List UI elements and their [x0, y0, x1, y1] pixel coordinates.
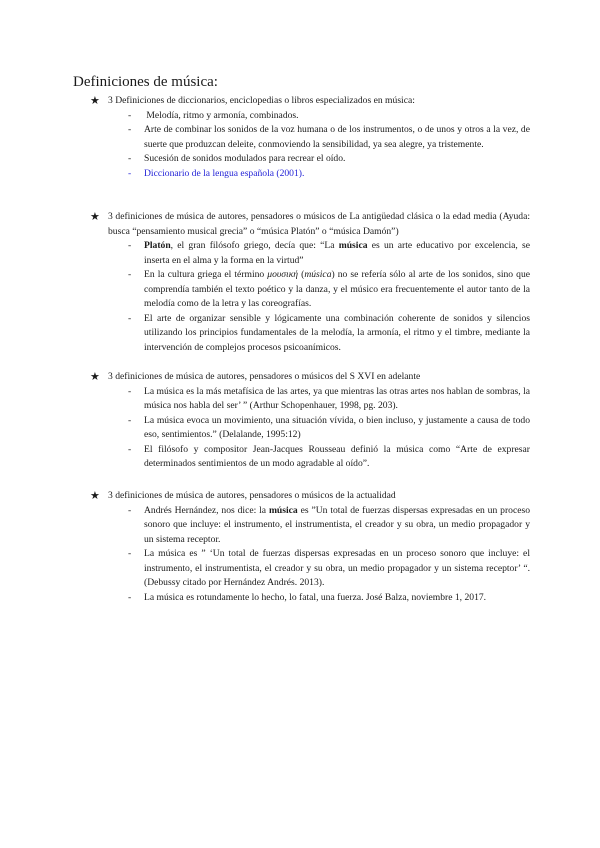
greek-term: μουσική [267, 269, 299, 280]
section-heading-text: 3 definiciones de música de autores, pensadores o músicos de la actualidad [108, 490, 396, 501]
dash-bullet: - [128, 504, 132, 516]
definition-list [90, 239, 530, 355]
dash-bullet: - [128, 385, 132, 397]
item-emphasis: música [304, 269, 332, 280]
item-text: es un arte educativo por excelencia, se inserta en el alma y la forma en la virtud” [144, 240, 530, 266]
item-text: Andrés Hernández, nos dice: la [144, 504, 269, 516]
dash-bullet: - [128, 124, 132, 135]
list-item [90, 152, 530, 167]
list-item [90, 591, 530, 606]
item-text: es ”Un total de fuerzas dispersas expresadas en un proceso sonoro que incluye: el instrumento, el instrumentista, el creador y su obra, un medio propagador y un sistema receptor. [144, 504, 530, 545]
item-text: , el gran filósofo griego, decía que: “La [170, 240, 339, 251]
page-title: Definiciones de música: [73, 74, 218, 90]
section-heading-text: 3 definiciones de música de autores, pensadores o músicos de La antigüedad clásica o la edad media (Ayuda: busca “pensamiento musical grecia” o “música Platón” o “música Damón”) [108, 211, 530, 237]
list-item[interactable] [90, 167, 530, 182]
star-bullet-icon: ★ [90, 95, 100, 107]
star-bullet-icon: ★ [90, 211, 100, 223]
item-emphasis: música [338, 240, 368, 251]
item-text: El filósofo y compositor Jean-Jacques Rousseau definió la música como “Arte de expresar determinados sentimientos de un modo agradable al oído”. [144, 443, 530, 469]
item-text: La música es rotundamente lo hecho, lo fatal, una fuerza. José Balza, noviembre 1, 2017. [144, 591, 487, 603]
list-item [90, 547, 530, 591]
dash-bullet: - [128, 591, 132, 603]
definition-list [90, 504, 530, 606]
definition-list [90, 385, 530, 472]
dash-bullet: - [128, 240, 132, 251]
dash-bullet: - [128, 109, 132, 121]
item-text: En la cultura griega el término [144, 269, 268, 280]
section-heading [90, 489, 530, 504]
star-bullet-icon: ★ [90, 490, 100, 502]
item-text: La música evoca un movimiento, una situación vívida, o bien incluso, y justamente a causa de todo eso, sentimientos.” (Delalande, 1995:12) [144, 414, 530, 440]
item-text: El arte de organizar sensible y lógicamente una combinación coherente de sonidos y silencios utilizando los principios fundamentales de la melodía, la armonía, el ritmo y el timbre, mediante la intervención de complejos procesos psicoanímicos. [144, 312, 530, 353]
dash-bullet: - [128, 414, 132, 426]
list-item [90, 123, 530, 152]
section-xvi-century [90, 370, 530, 472]
item-text: Sucesión de sonidos modulados para recrear el oído. [144, 153, 346, 164]
list-item [90, 504, 530, 548]
section-heading [90, 370, 530, 385]
section-heading-text: 3 Definiciones de diccionarios, enciclopedias o libros especializados en música: [108, 95, 415, 106]
section-heading [90, 94, 530, 109]
dash-bullet: - [128, 548, 132, 559]
list-item [90, 268, 530, 312]
author-name: Platón [144, 240, 171, 251]
dictionary-link[interactable]: Diccionario de la lengua española (2001). [144, 167, 305, 179]
section-heading-text: 3 definiciones de música de autores, pensadores o músicos del S XVI en adelante [108, 371, 421, 382]
list-item [90, 239, 530, 268]
dash-bullet: - [128, 153, 132, 164]
definition-list [90, 109, 530, 182]
item-text: ) no se refería sólo al arte de los sonidos, sino que comprendía también el texto poético y la danza, y el músico era frecuentemente el autor tanto de la melodía como de la letra y las coreografías. [144, 269, 531, 309]
list-item [90, 443, 530, 472]
list-item [90, 414, 530, 443]
list-item [90, 109, 530, 124]
list-item [90, 312, 530, 356]
item-text: ( [298, 269, 305, 280]
item-text: La música es ” ‘Un total de fuerzas dispersas expresadas en un proceso sonoro que incluye: el instrumento, el instrumentista, el creador y su obra, un medio propagador y un sistema receptor’ “. (Debussy citado por Hernández Andrés. 2013). [144, 548, 530, 588]
dash-bullet: - [128, 167, 132, 179]
section-dictionaries [90, 94, 530, 181]
item-text: La música es la más metafísica de las artes, ya que mientras las otras artes nos hablan de sombras, la música nos habla del ser’ ” (Arthur Schopenhauer, 1998, pg. 203). [144, 385, 530, 411]
section-heading [90, 210, 530, 239]
item-text: Melodía, ritmo y armonía, combinados. [146, 109, 299, 121]
list-item [90, 385, 530, 414]
section-antiquity [90, 210, 530, 355]
dash-bullet: - [128, 312, 132, 324]
section-present-day [90, 489, 530, 605]
star-bullet-icon: ★ [90, 371, 100, 383]
dash-bullet: - [128, 443, 132, 455]
dash-bullet: - [128, 269, 132, 280]
item-text: Arte de combinar los sonidos de la voz humana o de los instrumentos, o de unos y otros a la vez, de suerte que produzcan deleite, conmoviendo la sensibilidad, ya sea alegre, ya tristemente. [144, 124, 530, 150]
item-emphasis: música [268, 504, 298, 516]
